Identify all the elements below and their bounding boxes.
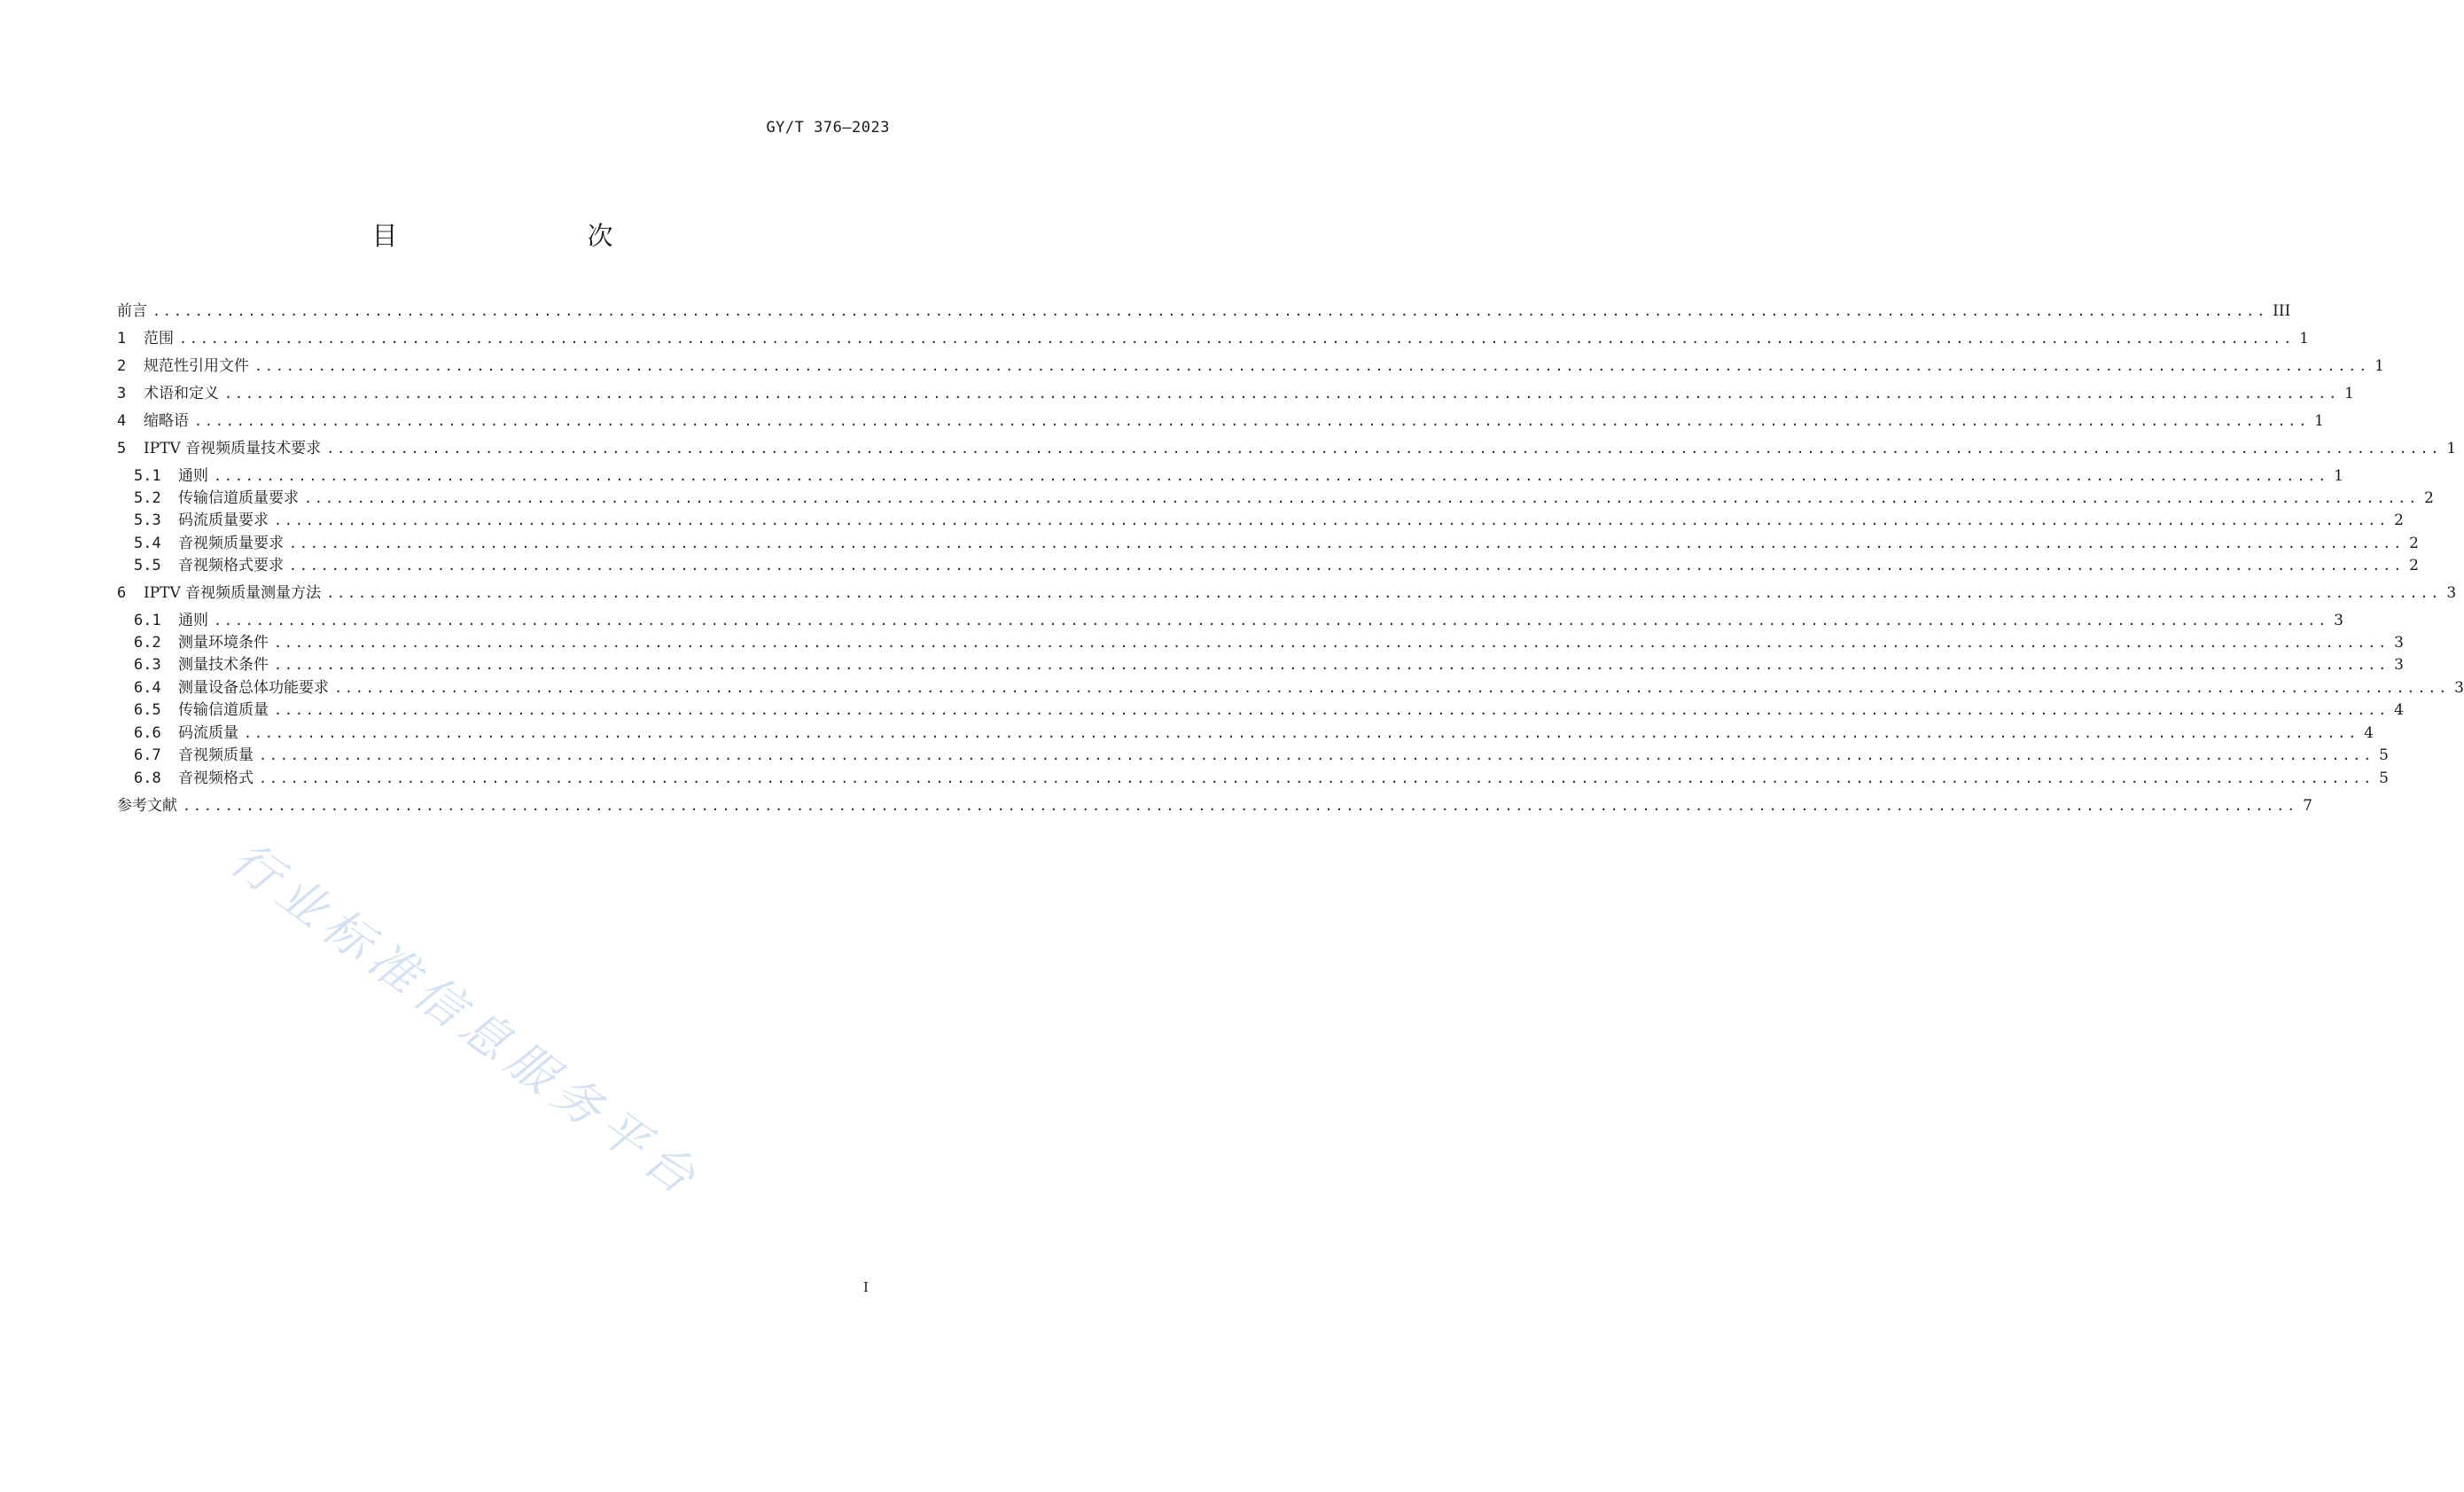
toc-entry-number: 6.4 (134, 679, 161, 697)
toc-entry[interactable] (134, 722, 2374, 743)
dot-leader: ........................................................................................................................................................................................................ (214, 468, 2329, 484)
dot-leader: ........................................................................................................................................................................................................ (179, 331, 2295, 347)
toc-entry-number: 5.1 (134, 467, 161, 485)
toc-entry-number: 5 (117, 440, 127, 457)
toc-entry[interactable] (117, 382, 2354, 403)
toc-entry[interactable] (117, 410, 2324, 431)
toc-entry-label: 测量环境条件 (178, 634, 269, 652)
toc-entry-page: 2 (2394, 512, 2404, 529)
toc-entry-label: 音视频质量要求 (178, 535, 284, 552)
toc-entry-label: 通则 (178, 612, 208, 629)
toc-entry-label: 传输信道质量要求 (178, 489, 299, 507)
toc-entry-label: 测量设备总体功能要求 (178, 679, 329, 697)
toc-entry-number: 6 (117, 584, 127, 602)
toc-entry-page: 2 (2409, 557, 2419, 574)
dot-leader: ........................................................................................................................................................................................................ (274, 657, 2390, 673)
toc-entry-label: 通则 (178, 467, 208, 485)
toc-entry-page: 3 (2394, 656, 2404, 674)
toc-entry-page: 4 (2394, 701, 2404, 719)
watermark: 行业标准信息服务平台 (220, 830, 713, 1210)
toc-entry-label: 术语和定义 (144, 385, 219, 402)
toc-entry-number: 6.2 (134, 634, 161, 652)
toc-entry-page: 7 (2303, 797, 2312, 815)
toc-entry[interactable] (134, 631, 2404, 652)
toc-entry-label: 参考文献 (117, 797, 177, 815)
toc-entry-number: 1 (117, 330, 127, 348)
toc-entry-number: 6.3 (134, 656, 161, 674)
toc-entry-number: 2 (117, 357, 127, 375)
toc-entry-page: 5 (2379, 769, 2389, 787)
toc-entry[interactable] (117, 582, 2457, 603)
dot-leader: ........................................................................................................................................................................................................ (259, 747, 2374, 763)
dot-leader: ........................................................................................................................................................................................................ (274, 512, 2390, 528)
toc-entry-label: 范围 (144, 330, 174, 348)
toc-entry-page: 1 (2344, 385, 2354, 402)
toc-entry[interactable] (117, 355, 2384, 376)
toc-entry-page: 3 (2334, 612, 2343, 629)
toc-entry[interactable] (117, 300, 2291, 321)
toc-entry-label: 传输信道质量 (178, 701, 269, 719)
toc-entry-number: 4 (117, 412, 127, 430)
dot-leader: ........................................................................................................................................................................................................ (274, 702, 2390, 718)
toc-entry-page: 3 (2454, 679, 2464, 697)
toc-entry-page: 1 (2299, 330, 2309, 348)
toc-entry[interactable] (134, 699, 2404, 720)
dot-leader: ........................................................................................................................................................................................................ (214, 613, 2329, 629)
dot-leader: ........................................................................................................................................................................................................ (254, 358, 2370, 374)
toc-entry[interactable] (134, 653, 2404, 675)
dot-leader: ........................................................................................................................................................................................................ (274, 635, 2390, 651)
toc-entry-label: IPTV 音视频质量技术要求 (144, 440, 322, 457)
toc-entry-number: 6.8 (134, 769, 161, 787)
toc-entry-number: 6.7 (134, 746, 161, 764)
toc-entry-label: 音视频格式要求 (178, 557, 284, 574)
toc-entry-number: 5.2 (134, 489, 161, 507)
toc-entry[interactable] (134, 509, 2404, 530)
toc-entry[interactable] (134, 744, 2389, 765)
toc-entry-label: IPTV 音视频质量测量方法 (144, 584, 322, 602)
toc-entry-page: 4 (2364, 724, 2374, 742)
dot-leader: ........................................................................................................................................................................................................ (152, 303, 2268, 319)
dot-leader: ........................................................................................................................................................................................................ (259, 770, 2374, 786)
toc-entry-page: 1 (2334, 467, 2343, 485)
toc-entry-number: 5.4 (134, 535, 161, 552)
dot-leader: ........................................................................................................................................................................................................ (326, 441, 2442, 457)
toc-entry-page: 3 (2446, 584, 2457, 602)
dot-leader: ........................................................................................................................................................................................................ (224, 386, 2340, 402)
toc-entry-label: 码流质量要求 (178, 512, 269, 529)
dot-leader: ........................................................................................................................................................................................................ (289, 558, 2405, 574)
page-number: I (863, 1279, 869, 1295)
page-title: 目 次 (371, 221, 659, 251)
toc-entry-page: 5 (2379, 746, 2389, 764)
toc-entry[interactable] (134, 554, 2419, 575)
toc-entry-number: 5.3 (134, 512, 161, 529)
toc-entry-number: 3 (117, 385, 127, 402)
toc-entry-page: 2 (2409, 535, 2419, 552)
toc-entry-label: 测量技术条件 (178, 656, 269, 674)
toc-entry-page: 1 (2446, 440, 2457, 457)
standard-code: GY/T 376—2023 (766, 119, 890, 137)
dot-leader: ........................................................................................................................................................................................................ (183, 798, 2298, 814)
toc-entry[interactable] (134, 465, 2343, 486)
toc-entry-page: 1 (2314, 412, 2324, 430)
toc-entry-label: 音视频格式 (178, 769, 253, 787)
toc-entry-page: 1 (2374, 357, 2384, 375)
toc-entry[interactable] (134, 487, 2434, 508)
toc-entry[interactable] (117, 794, 2312, 816)
dot-leader: ........................................................................................................................................................................................................ (334, 680, 2450, 696)
toc-entry[interactable] (117, 437, 2457, 458)
toc-entry-page: III (2273, 302, 2291, 320)
toc-entry-number: 6.1 (134, 612, 161, 629)
toc-entry-label: 规范性引用文件 (144, 357, 249, 375)
toc-entry-label: 音视频质量 (178, 746, 253, 764)
dot-leader: ........................................................................................................................................................................................................ (194, 413, 2310, 429)
toc-entry[interactable] (134, 676, 2464, 698)
dot-leader: ........................................................................................................................................................................................................ (304, 490, 2420, 506)
toc-entry-label: 缩略语 (144, 412, 189, 430)
toc-entry-number: 6.5 (134, 701, 161, 719)
toc-entry[interactable] (134, 609, 2343, 630)
toc-entry-label: 码流质量 (178, 724, 238, 742)
toc-entry-page: 3 (2394, 634, 2404, 652)
toc-entry[interactable] (117, 327, 2309, 348)
toc-entry[interactable] (134, 532, 2419, 553)
toc-entry-label: 前言 (117, 302, 147, 320)
toc-entry-number: 5.5 (134, 557, 161, 574)
dot-leader: ........................................................................................................................................................................................................ (289, 535, 2405, 551)
toc-entry-number: 6.6 (134, 724, 161, 742)
dot-leader: ........................................................................................................................................................................................................ (326, 585, 2442, 601)
dot-leader: ........................................................................................................................................................................................................ (244, 725, 2359, 741)
toc-entry-page: 2 (2424, 489, 2434, 507)
toc-entry[interactable] (134, 767, 2389, 788)
